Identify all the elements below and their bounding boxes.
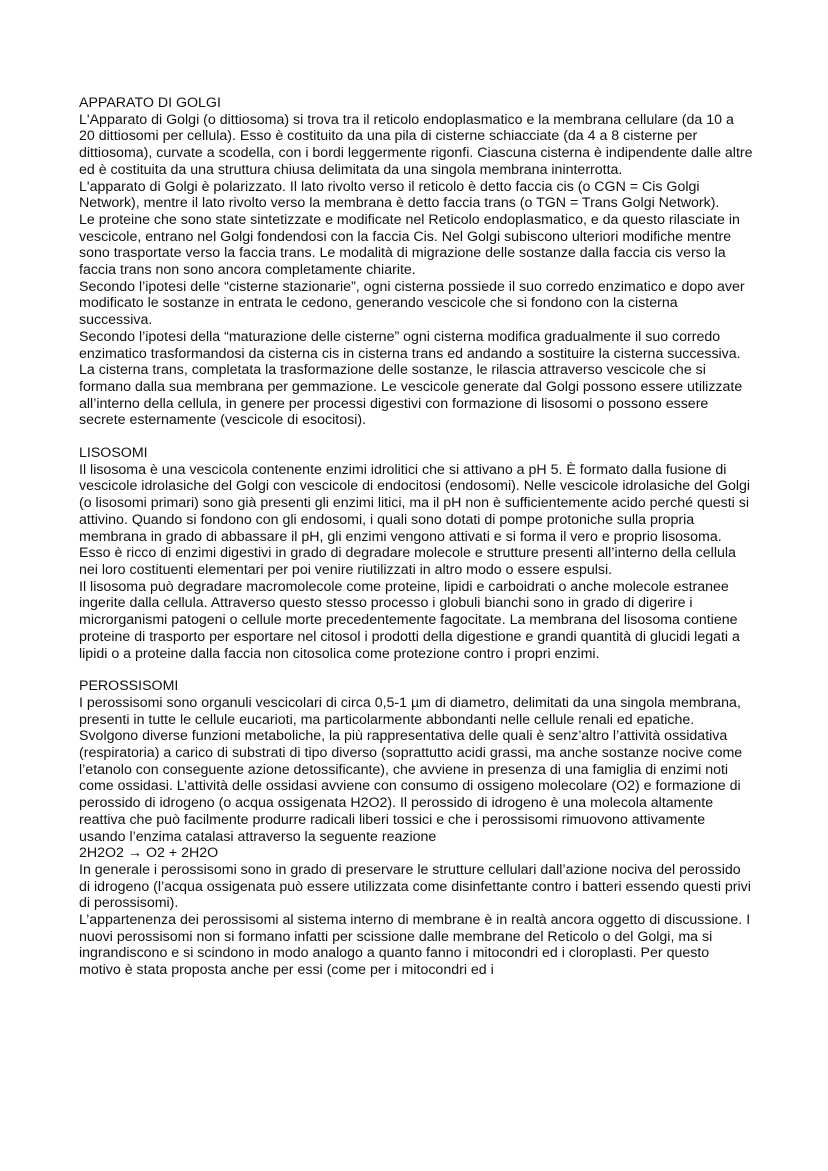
paragraph: Secondo l’ipotesi della “maturazione delle cisterne” ogni cisterna modifica gradualmente il suo corredo enzimatico trasformandosi da cisterna cis in cisterna trans ed andando a sostituire la cisterna successiva. (79, 328, 741, 362)
paragraph: Il lisosoma può degradare macromolecole come proteine, lipidi e carboidrati o anche molecole estranee ingerite dalla cellula. Attraverso questo stesso processo i globuli bianchi sono in grado di digerire i microrganismi patogeni o cellule morte precedentemente fagocitate. La membrana del lisosoma contiene proteine di trasporto per esportare nel citosol i prodotti della digestione e grandi quantità di glucidi legati a lipidi o a proteine dalla faccia non citosolica come protezione contro i propri enzimi. (79, 578, 740, 662)
section-golgi (79, 95, 753, 429)
section-lisosomi (79, 445, 753, 662)
paragraph: L’appartenenza dei perossisomi al sistema interno di membrane è in realtà ancora oggetto di discussione. I nuovi perossisomi non si formano infatti per scissione dalle membrane del Reticolo o del Golgi, ma si ingrandiscono e si scindono in modo analogo a quanto fanno i mitocondri ed i cloroplasti. Per questo motivo è stata proposta anche per essi (come per i mitocondri ed i (79, 912, 751, 979)
paragraph: La cisterna trans, completata la trasformazione delle sostanze, le rilascia attraverso vescicole che si formano dalla sua membrana per gemmazione. Le vescicole generate dal Golgi possono essere utilizzate all’interno della cellula, in genere per processi digestivi con formazione di lisosomi o possono essere secrete esternamente (vescicole di esocitosi). (79, 362, 743, 429)
paragraph: Le proteine che sono state sintetizzate e modificate nel Reticolo endoplasmatico, e da questo rilasciate in vescicole, entrano nel Golgi fondendosi con la faccia Cis. Nel Golgi subiscono ulteriori modifiche mentre sono trasportate verso la faccia trans. Le modalità di migrazione delle sostanze dalla faccia cis verso la faccia trans non sono ancora completamente chiarite. (79, 211, 740, 279)
paragraph: L'apparato di Golgi è polarizzato. Il lato rivolto verso il reticolo è detto faccia cis (o CGN = Cis Golgi Network), mentre il lato rivolto verso la membrana è detto faccia trans (o TGN = Trans Golgi Network). (79, 178, 720, 212)
paragraph: In generale i perossisomi sono in grado di preservare le strutture cellulari dall’azione nociva del perossido di idrogeno (l’acqua ossigenata può essere utilizzata come disinfettante contro i batteri essendo questi privi di perossisomi). (79, 861, 751, 912)
reaction-equation: 2H2O2 → O2 + 2H2O (79, 845, 219, 862)
section-heading: LISOSOMI (79, 445, 148, 462)
section-perossisomi (79, 678, 753, 979)
paragraph: L'Apparato di Golgi (o dittiosoma) si trova tra il reticolo endoplasmatico e la membrana cellulare (da 10 a 20 dittiosomi per cellula). Esso è costituito da una pila di cisterne schiacciate (da 4 a 8 cisterne per dittiosoma), curvate a scodella, con i bordi leggermente rigonfi. Ciascuna cisterna è indipendente dalle altre ed è costituita da una struttura chiusa delimitata da una singola membrana ininterrotta. (79, 111, 753, 178)
paragraph: Secondo l’ipotesi delle “cisterne stazionarie”, ogni cisterna possiede il suo corredo enzimatico e dopo aver modificato le sostanze in entrata le cedono, generando vescicole che si fondono con la cisterna successiva. (79, 278, 745, 329)
section-heading: PEROSSISOMI (79, 678, 179, 695)
document-page (79, 95, 753, 995)
paragraph: I perossisomi sono organuli vescicolari di circa 0,5-1 µm di diametro, delimitati da una singola membrana, presenti in tutte le cellule eucarioti, ma particolarmente abbondanti nelle cellule renali ed epatiche. Svolgono diverse funzioni metaboliche, la più rappresentativa delle quali è senz’altro l’attività ossidativa (respiratoria) a carico di substrati di tipo diverso (soprattutto acidi grassi, ma anche sostanze nocive come l’etanolo con conseguente azione detossificante), che avviene in presenza di una famiglia di enzimi noti come ossidasi. L’attività delle ossidasi avviene con consumo di ossigeno molecolare (O2) e formazione di perossido di idrogeno (o acqua ossigenata H2O2). Il perossido di idrogeno è una molecola altamente reattiva che può facilmente produrre radicali liberi tossici e che i perossisomi rimuovono attivamente usando l’enzima catalasi attraverso la seguente reazione (79, 694, 743, 845)
paragraph: Il lisosoma è una vescicola contenente enzimi idrolitici che si attivano a pH 5. È formato dalla fusione di vescicole idrolasiche del Golgi con vescicole di endocitosi (endosomi). Nelle vescicole idrolasiche del Golgi (o lisosomi primari) sono già presenti gli enzimi litici, ma il pH non è sufficientemente acido perché questi si attivino. Quando si fondono con gli endosomi, i quali sono dotati di pompe protoniche sulla propria membrana in grado di abbassare il pH, gli enzimi vengono attivati e si forma il vero e proprio lisosoma. Esso è ricco di enzimi digestivi in grado di degradare molecole e strutture presenti all’interno della cellula nei loro costituenti elementari per poi venire riutilizzati in altro modo o essere espulsi. (79, 461, 751, 578)
section-heading: APPARATO DI GOLGI (79, 95, 221, 111)
